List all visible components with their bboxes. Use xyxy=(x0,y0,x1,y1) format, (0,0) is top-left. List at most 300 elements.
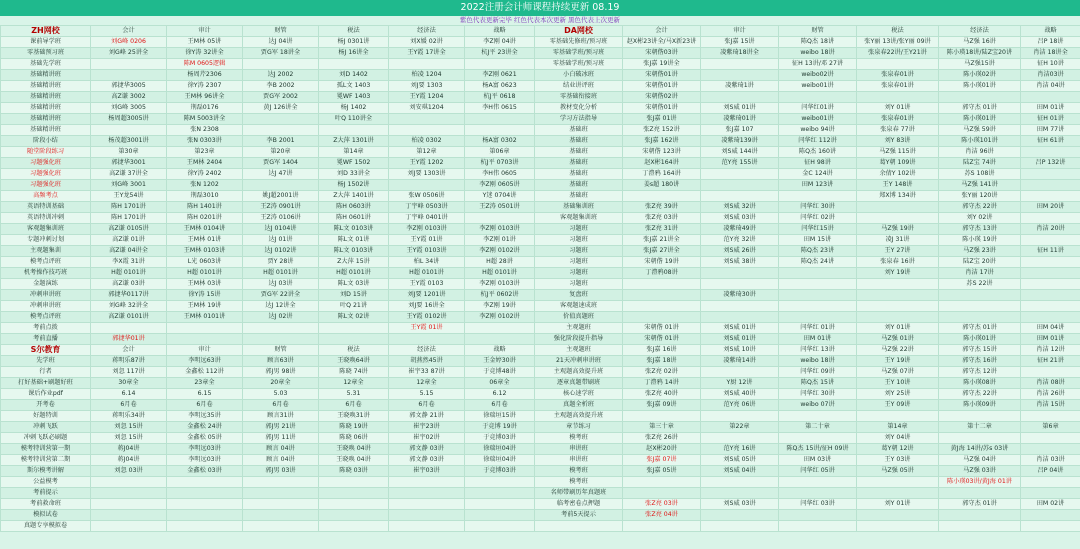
table-cell: 王Y霞 17讲全 xyxy=(389,48,465,59)
table-cell: 闫华红 05讲 xyxy=(779,466,857,477)
table-cell: 刘J要 1201讲 xyxy=(389,290,465,301)
table-cell xyxy=(465,125,535,136)
table-cell: 刘S威 01讲 xyxy=(701,323,779,334)
table-cell: 郭守杰 01讲 xyxy=(939,499,1021,510)
table-row xyxy=(1,202,1080,213)
table-cell xyxy=(857,411,939,422)
row-label: 习题班 xyxy=(535,279,623,290)
table-cell: 蒋J04讲 xyxy=(91,444,167,455)
table-cell xyxy=(389,59,465,70)
table-cell: 郑X博 134讲 xyxy=(857,191,939,202)
table-cell: 高Z谦 3002 xyxy=(91,92,167,103)
table-cell: 宋朝偕 01讲 xyxy=(623,323,701,334)
table-cell: 范Y亮 16讲 xyxy=(701,444,779,455)
table-cell xyxy=(389,499,465,510)
table-cell: 金鑫松 03讲 xyxy=(167,466,243,477)
table-cell: Y厨 12讲 xyxy=(701,378,779,389)
table-cell: 6月卷 xyxy=(91,400,167,411)
table-cell: 陈L文 02讲 xyxy=(319,312,389,323)
table-cell: 陈小瑛03讲/黄J海 01讲 xyxy=(939,477,1021,488)
row-label: 模考班 xyxy=(535,477,623,488)
table-cell xyxy=(779,312,857,323)
row-label: 模考点评班 xyxy=(1,257,91,268)
table-cell: H超 0101讲 xyxy=(167,268,243,279)
table-row xyxy=(1,70,1080,81)
table-cell: 陈Q杰 24讲 xyxy=(779,257,857,268)
table-cell: 5.15 xyxy=(389,389,465,400)
table-row xyxy=(1,169,1080,180)
table-cell: 高Z谦 03讲 xyxy=(91,279,167,290)
table-cell: 吕P 18讲 xyxy=(1021,37,1080,48)
table-cell: 闫华红 112讲 xyxy=(779,136,857,147)
table-row xyxy=(1,477,1080,488)
row-label xyxy=(535,521,623,532)
table-cell: 崔宇03讲 xyxy=(389,466,465,477)
table-cell: 陈小瑛01讲 xyxy=(939,114,1021,125)
row-label: 基础班 xyxy=(535,125,623,136)
table-row xyxy=(1,213,1080,224)
table-cell: 丁澧鸦 164讲 xyxy=(623,169,701,180)
table-cell: 刘S威 03讲 xyxy=(701,213,779,224)
table-cell: 张Z亮 26讲 xyxy=(623,433,701,444)
table-cell: 陆Z宝 74讲 xyxy=(939,158,1021,169)
table-cell: 税法 xyxy=(319,345,389,356)
table-cell: 刘Y 01讲 xyxy=(857,499,939,510)
row-label: 英语特训基础 xyxy=(1,202,91,213)
table-row xyxy=(1,268,1080,279)
table-cell xyxy=(623,301,701,312)
row-label: 模考特训营第二期 xyxy=(1,455,91,466)
table-cell: 于竞博03讲 xyxy=(465,433,535,444)
table-cell xyxy=(779,279,857,290)
table-cell xyxy=(1021,367,1080,378)
table-row xyxy=(1,389,1080,400)
table-cell: 肖洁 96讲 xyxy=(939,147,1021,158)
table-cell: 张J嘉 18讲 xyxy=(623,356,701,367)
table-cell xyxy=(701,477,779,488)
table-cell: 王Y 27讲 xyxy=(857,246,939,257)
table-cell xyxy=(701,92,779,103)
row-label: 逐章真题带刷班 xyxy=(535,378,623,389)
table-cell: 田M 20讲 xyxy=(1021,202,1080,213)
table-cell xyxy=(701,59,779,70)
header-tax: 税法 xyxy=(319,26,389,37)
table-cell: 陈小瑛18讲/陆Z宝20讲 xyxy=(939,48,1021,59)
table-cell xyxy=(779,433,857,444)
table-cell: 王Y霞 1202 xyxy=(389,158,465,169)
row-label: 冲刺飞跃必刷题 xyxy=(1,433,91,444)
table-cell xyxy=(243,323,319,334)
table-cell: 杨J 0301讲 xyxy=(319,37,389,48)
table-cell: 王Y霞 0102讲 xyxy=(389,312,465,323)
row-label: 公益模考 xyxy=(1,477,91,488)
table-cell: 刘S威 26讲 xyxy=(701,246,779,257)
table-cell: 第6章 xyxy=(1021,422,1080,433)
row-label: 教材变化分析 xyxy=(535,103,623,114)
table-cell: 顾言 04讲 xyxy=(243,444,319,455)
table-cell xyxy=(319,59,389,70)
table-cell: 刘G峰 3005 xyxy=(91,103,167,114)
table-cell: 杭J平 0618 xyxy=(465,92,535,103)
table-cell: 陈小瑛02讲 xyxy=(939,70,1021,81)
table-row xyxy=(1,257,1080,268)
table-cell: 陈小瑛01讲 xyxy=(939,334,1021,345)
row-label: 基础精讲班 xyxy=(1,103,91,114)
table-cell xyxy=(91,70,167,81)
table-cell xyxy=(91,477,167,488)
table-cell xyxy=(779,411,857,422)
table-cell: 王M林 05讲 xyxy=(167,37,243,48)
table-cell: 赵X彬164讲 xyxy=(623,158,701,169)
row-label: 模考班 xyxy=(535,433,623,444)
table-cell: 范Y亮 32讲 xyxy=(701,235,779,246)
table-cell: 贾G军 2002 xyxy=(243,92,319,103)
table-cell: 陈Q杰 23讲 xyxy=(779,246,857,257)
table-row xyxy=(1,180,1080,191)
row-label: 基础精讲班 xyxy=(1,125,91,136)
table-cell: 闫华红 13讲 xyxy=(779,345,857,356)
table-cell: 杨A富 0623 xyxy=(465,81,535,92)
table-cell: 第12章 xyxy=(389,147,465,158)
table-cell: 吕P 132讲 xyxy=(1021,158,1080,169)
table-row xyxy=(1,301,1080,312)
table-cell: 闫华红 09讲 xyxy=(779,367,857,378)
table-cell: 田M 15讲 xyxy=(779,235,857,246)
table-cell xyxy=(465,477,535,488)
table-cell: 王M林 03讲 xyxy=(167,279,243,290)
table-cell xyxy=(779,510,857,521)
row-label: 模拟试卷 xyxy=(1,510,91,521)
table-row xyxy=(1,422,1080,433)
table-cell: 金C 124讲 xyxy=(779,169,857,180)
table-cell xyxy=(319,477,389,488)
table-cell: 刘Y 04讲 xyxy=(857,433,939,444)
table-cell xyxy=(857,213,939,224)
row-label: 专题冲刺讨划 xyxy=(1,235,91,246)
header-da-school: DA网校 xyxy=(535,26,623,37)
row-label: 基础精讲班 xyxy=(1,70,91,81)
row-label: 开考卷 xyxy=(1,400,91,411)
table-cell: 杭J平 0703讲 xyxy=(465,158,535,169)
table-cell xyxy=(701,301,779,312)
table-cell: 刘忽 117讲 xyxy=(91,367,167,378)
table-cell xyxy=(1021,279,1080,290)
table-cell: 王M林 01讲 xyxy=(167,235,243,246)
table-cell: 马Z强 115讲 xyxy=(857,147,939,158)
table-cell xyxy=(1021,488,1080,499)
table-cell xyxy=(857,290,939,301)
row-label: 习题班 xyxy=(535,257,623,268)
table-cell: 杭J平 0602讲 xyxy=(465,290,535,301)
table-cell: 张J嘉 09讲 xyxy=(623,400,701,411)
table-cell xyxy=(623,279,701,290)
table-cell: L光 0603讲 xyxy=(167,257,243,268)
table-cell: weibo 18讲 xyxy=(779,48,857,59)
table-cell: 徐Y涛 2307 xyxy=(167,81,243,92)
row-label: 习题强化班 xyxy=(1,180,91,191)
row-label: 主观题高效提升班 xyxy=(535,411,623,422)
table-cell: 高Z谦 37讲全 xyxy=(91,169,167,180)
table-cell: 凌紫琦14讲 xyxy=(701,356,779,367)
table-cell: 崔宇33 87讲 xyxy=(389,367,465,378)
table-cell xyxy=(1021,444,1080,455)
table-cell: 李Z刚 0102讲 xyxy=(465,312,535,323)
table-cell: 5.03 xyxy=(243,389,319,400)
table-cell: 金鑫松 112讲 xyxy=(167,367,243,378)
row-label: 基础班 xyxy=(535,136,623,147)
table-cell: 于竞博 19讲 xyxy=(465,422,535,433)
table-cell xyxy=(623,290,701,301)
table-cell: Y迷 0704讲 xyxy=(465,191,535,202)
table-cell: 陈L文 03讲 xyxy=(319,279,389,290)
table-cell: 杨周芹2306 xyxy=(167,70,243,81)
table-cell: 30章全 xyxy=(91,378,167,389)
table-cell: 张Y丽 13讲/张Y丽 09讲 xyxy=(857,37,939,48)
table-cell xyxy=(623,477,701,488)
table-cell: 冕WF 1502 xyxy=(319,158,389,169)
table-row xyxy=(1,290,1080,301)
table-cell: 凌紫琦139讲 xyxy=(701,136,779,147)
table-cell: 刘S威 03讲 xyxy=(701,499,779,510)
table-cell: 第23章 xyxy=(167,147,243,158)
table-cell: 孤L文 1403 xyxy=(319,81,389,92)
row-label: 零基础学班/预习班 xyxy=(535,48,623,59)
table-cell: 李H伟 0615 xyxy=(465,103,535,114)
table-cell xyxy=(167,488,243,499)
table-cell xyxy=(779,92,857,103)
table-cell xyxy=(465,59,535,70)
table-cell: 张J嘉 21讲全 xyxy=(623,235,701,246)
row-label: 基础班 xyxy=(535,158,623,169)
row-label: 名师带刷历年真题班 xyxy=(535,488,623,499)
table-cell: 陈M 5003讲全 xyxy=(167,114,243,125)
table-row xyxy=(1,103,1080,114)
table-cell: 郭文静 03讲 xyxy=(389,455,465,466)
table-cell: 6月卷 xyxy=(389,400,465,411)
table-row xyxy=(1,37,1080,48)
table-cell: 刘Y 25讲 xyxy=(857,389,939,400)
table-cell xyxy=(701,312,779,323)
table-cell: 田M 77讲 xyxy=(1021,125,1080,136)
table-cell xyxy=(389,125,465,136)
table-cell: 王M林 2404 xyxy=(167,158,243,169)
table-cell xyxy=(465,488,535,499)
table-row xyxy=(1,224,1080,235)
table-cell: 李B 2001 xyxy=(243,136,319,147)
table-cell: 叶Q 110讲全 xyxy=(319,114,389,125)
row-label: 基础先学班 xyxy=(1,59,91,70)
table-cell xyxy=(319,125,389,136)
table-cell xyxy=(1021,92,1080,103)
table-cell: H超 0101讲 xyxy=(243,268,319,279)
table-cell xyxy=(465,114,535,125)
table-cell: 李H伟 0605 xyxy=(465,169,535,180)
table-cell: 金鑫松 24讲 xyxy=(167,422,243,433)
table-cell: 郭守杰 13讲 xyxy=(939,224,1021,235)
table-cell: 刘S威 10讲 xyxy=(701,345,779,356)
table-cell: 金鑫松 05讲 xyxy=(167,433,243,444)
row-label: 考前点拨 xyxy=(1,323,91,334)
table-cell: 张Z亮 39讲 xyxy=(623,202,701,213)
table-cell: 会计 xyxy=(91,345,167,356)
table-cell: 刘X媛 02讲 xyxy=(389,37,465,48)
table-cell: 陈晓 74讲 xyxy=(319,367,389,378)
table-cell xyxy=(701,279,779,290)
table-cell xyxy=(91,510,167,521)
table-cell: 范Y亮 06讲 xyxy=(701,400,779,411)
table-cell: 刘J要 1303讲 xyxy=(389,169,465,180)
row-label: 基础精讲班 xyxy=(1,92,91,103)
table-cell xyxy=(857,521,939,532)
table-cell: 田M 03讲 xyxy=(779,455,857,466)
row-label: 冲刺串讲班 xyxy=(1,290,91,301)
table-cell: 刘Y 01讲 xyxy=(857,103,939,114)
table-cell: weibo01讲 xyxy=(779,81,857,92)
table-cell: 刘Y 01讲 xyxy=(857,323,939,334)
table-cell: 郭文静 03讲 xyxy=(389,444,465,455)
table-cell: 王Y霞 01讲 xyxy=(389,235,465,246)
table-cell xyxy=(1021,213,1080,224)
table-cell: 肖洁 17讲 xyxy=(939,268,1021,279)
table-cell: 闫华红15讲 xyxy=(779,224,857,235)
table-cell xyxy=(939,301,1021,312)
table-row xyxy=(1,378,1080,389)
table-cell: 田M 04讲 xyxy=(1021,323,1080,334)
table-cell: 叶Q 21讲 xyxy=(319,301,389,312)
table-cell xyxy=(389,334,465,345)
table-cell: 郭捷华3005 xyxy=(91,81,167,92)
table-cell: 刘S威 40讲 xyxy=(701,389,779,400)
row-label: 习题班 xyxy=(535,268,623,279)
table-cell xyxy=(465,499,535,510)
table-cell: 陈晓 03讲 xyxy=(319,466,389,477)
table-cell xyxy=(701,191,779,202)
row-label: 真题全析班 xyxy=(535,400,623,411)
table-cell xyxy=(1021,477,1080,488)
table-cell xyxy=(939,488,1021,499)
table-cell xyxy=(701,268,779,279)
table-cell: 王Y霞 0103讲 xyxy=(389,246,465,257)
table-row xyxy=(1,114,1080,125)
table-cell: 王Y 148讲 xyxy=(857,180,939,191)
table-cell: weibo 07讲 xyxy=(779,400,857,411)
table-cell xyxy=(623,488,701,499)
table-cell: 郭J男 21讲 xyxy=(243,422,319,433)
table-cell: 陈H 0603讲 xyxy=(319,202,389,213)
table-cell: 贾Y 28讲 xyxy=(243,257,319,268)
table-cell: 刘D 15讲 xyxy=(319,290,389,301)
table-cell: 张Z亮 31讲 xyxy=(623,224,701,235)
table-cell: 顾言31讲 xyxy=(243,411,319,422)
table-cell: 柏凌 1204 xyxy=(389,70,465,81)
table-row xyxy=(1,510,1080,521)
table-cell: 张Z亮 03讲 xyxy=(623,499,701,510)
table-row xyxy=(1,246,1080,257)
table-cell: 刘J要 16讲全 xyxy=(389,301,465,312)
table-cell: 姜s超 180讲 xyxy=(623,180,701,191)
table-cell: 6月卷 xyxy=(243,400,319,411)
table-cell xyxy=(243,477,319,488)
table-cell: 征H 11讲 xyxy=(1021,246,1080,257)
table-row xyxy=(1,521,1080,532)
row-label: 复盘班 xyxy=(535,290,623,301)
table-row xyxy=(1,81,1080,92)
table-cell: 杨A富 0302 xyxy=(465,136,535,147)
table-cell: 马Z强 04讲 xyxy=(939,455,1021,466)
header-finance: 财管 xyxy=(243,26,319,37)
row-label: 基础班 xyxy=(535,147,623,158)
row-label: S尔教育 xyxy=(1,345,91,356)
table-cell: 贾G军 18讲全 xyxy=(243,48,319,59)
table-cell: 12章全 xyxy=(319,378,389,389)
table-cell: 宋朝偕03讲 xyxy=(623,48,701,59)
table-cell: 肖洁 03讲 xyxy=(1021,455,1080,466)
table-body xyxy=(1,37,1080,532)
table-cell: 张J嘉 05讲 xyxy=(623,466,701,477)
table-cell: 胡燕然45讲 xyxy=(389,356,465,367)
table-cell: 张N 2308 xyxy=(167,125,243,136)
table-cell: 陈小瑛08讲 xyxy=(939,378,1021,389)
header-audit: 审计 xyxy=(167,26,243,37)
table-cell: 张泉春 16讲 xyxy=(857,257,939,268)
table-row xyxy=(1,48,1080,59)
table-cell: 田M 01讲 xyxy=(779,334,857,345)
table-cell: 刘G峰 3001 xyxy=(91,180,167,191)
table-cell: 郭J男 03讲 xyxy=(243,466,319,477)
table-cell: 马Z强 05讲 xyxy=(857,466,939,477)
table-cell: 刘D 33讲全 xyxy=(319,169,389,180)
row-label: 零基础衔接班 xyxy=(535,92,623,103)
table-cell: 崔宇02讲 xyxy=(389,433,465,444)
table-cell: 张J嘉 27讲全 xyxy=(623,246,701,257)
table-cell: 刘Y 19讲 xyxy=(857,268,939,279)
row-label: 金题演练 xyxy=(1,279,91,290)
table-cell xyxy=(857,279,939,290)
row-label: 考前提示 xyxy=(1,488,91,499)
table-cell xyxy=(857,202,939,213)
table-row xyxy=(1,466,1080,477)
table-cell: 张Z亮 40讲 xyxy=(623,389,701,400)
table-cell: 田M 01讲 xyxy=(1021,334,1080,345)
table-cell: 王Y 03讲 xyxy=(857,455,939,466)
row-label: 零基础学班/预习班 xyxy=(535,59,623,70)
table-cell: 顾言 04讲 xyxy=(243,455,319,466)
header-accounting: 会计 xyxy=(91,26,167,37)
table-cell xyxy=(91,521,167,532)
header-tax-da: 税法 xyxy=(857,26,939,37)
table-cell: 马Z强 07讲 xyxy=(857,367,939,378)
table-cell: 肖洁03讲 xyxy=(1021,70,1080,81)
table-cell: 第06章 xyxy=(465,147,535,158)
table-cell xyxy=(701,411,779,422)
table-cell xyxy=(1021,191,1080,202)
table-cell: 张J嘉 01讲 xyxy=(623,114,701,125)
table-cell: 李明远63讲 xyxy=(167,356,243,367)
table-cell: 张J嘉 19讲全 xyxy=(623,59,701,70)
row-label: 基础班 xyxy=(535,180,623,191)
table-cell: 张N 1202 xyxy=(167,180,243,191)
table-cell xyxy=(1021,235,1080,246)
table-cell: Z大萍 15讲 xyxy=(319,257,389,268)
table-cell: 财管 xyxy=(243,345,319,356)
table-cell: 贾G军 22讲全 xyxy=(243,290,319,301)
table-cell: 张Y丽 120讲 xyxy=(939,191,1021,202)
table-cell: 郭捷华01讲 xyxy=(91,334,167,345)
table-cell xyxy=(243,114,319,125)
row-label: 考前5天提示 xyxy=(535,510,623,521)
table-cell: 达J 0104讲 xyxy=(243,224,319,235)
table-cell: 余倩Y 102讲 xyxy=(857,169,939,180)
